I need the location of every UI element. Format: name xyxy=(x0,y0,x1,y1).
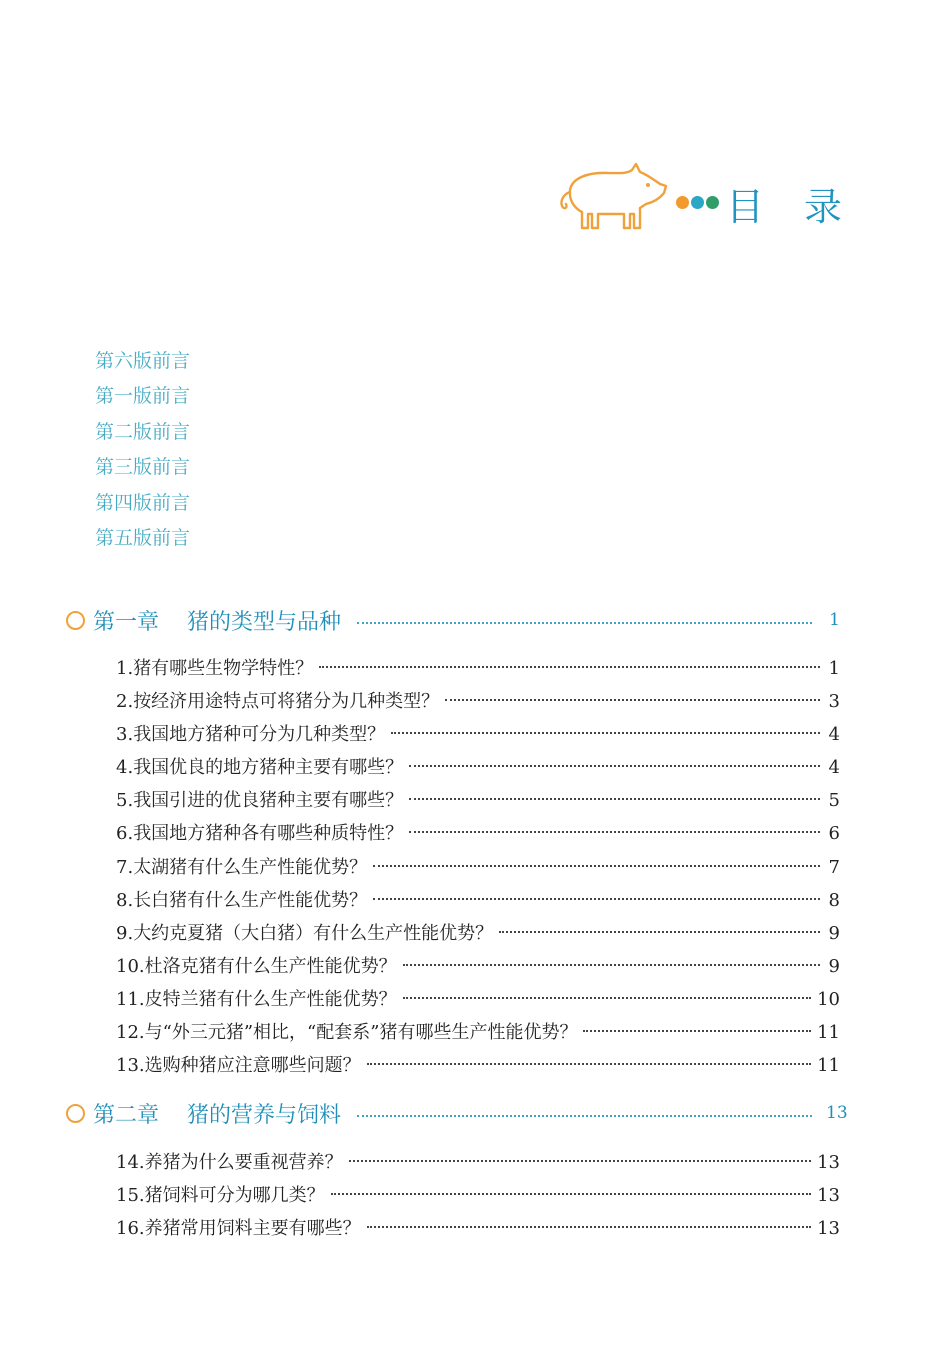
dot-leader xyxy=(409,798,820,800)
entry-page: 11 xyxy=(817,1055,840,1077)
pig-icon xyxy=(556,160,668,232)
circle-icon xyxy=(66,611,85,630)
preface-item[interactable]: 第四版前言 xyxy=(95,491,191,514)
chapter-heading[interactable] xyxy=(66,602,840,638)
toc-entry[interactable] xyxy=(116,1146,840,1179)
entry-title: 养猪常用饲料主要有哪些？ xyxy=(144,1218,361,1240)
toc-entry[interactable] xyxy=(116,884,840,917)
entry-page: 5 xyxy=(828,790,840,812)
entry-number: 8. xyxy=(116,889,134,911)
entry-number: 2. xyxy=(116,691,134,713)
entry-number: 13. xyxy=(116,1055,145,1077)
entry-title: 太湖猪有什么生产性能优势？ xyxy=(133,856,368,878)
entry-title: 养猪为什么要重视营养？ xyxy=(144,1152,343,1173)
dot-leader xyxy=(367,1063,811,1065)
chapter-entries xyxy=(116,1146,840,1245)
chapter-entries xyxy=(116,652,840,1082)
chapter-name: 猪的类型与品种 xyxy=(187,609,342,635)
entry-number: 14. xyxy=(116,1152,145,1173)
entry-title: 皮特兰猪有什么生产性能优势？ xyxy=(144,988,397,1010)
preface-item[interactable]: 第三版前言 xyxy=(95,456,191,479)
entry-page: 6 xyxy=(828,823,840,845)
dot-leader xyxy=(357,622,812,624)
entry-page: 7 xyxy=(828,856,840,878)
entry-page: 1 xyxy=(828,658,840,679)
toc-entry[interactable] xyxy=(116,1179,840,1212)
entry-page: 13 xyxy=(817,1218,840,1240)
entry-title: 我国地方猪种各有哪些种质特性？ xyxy=(133,823,404,845)
preface-item[interactable]: 第二版前言 xyxy=(95,420,191,443)
toc-entry[interactable] xyxy=(116,817,840,850)
entry-title: 猪饲料可分为哪几类？ xyxy=(144,1185,325,1207)
page-title: 目录 xyxy=(726,185,883,229)
chapter-page: 13 xyxy=(826,1103,848,1123)
dot-leader xyxy=(409,765,820,767)
entry-page: 13 xyxy=(817,1152,840,1173)
entry-title: 杜洛克猪有什么生产性能优势？ xyxy=(144,955,397,977)
toc-entry[interactable] xyxy=(116,1212,840,1245)
toc-entry[interactable] xyxy=(116,950,840,983)
dot-leader xyxy=(403,964,820,966)
preface-list xyxy=(95,344,190,556)
entry-number: 15. xyxy=(116,1185,145,1207)
dot-leader xyxy=(403,997,811,999)
entry-number: 5. xyxy=(116,790,134,812)
dot-leader xyxy=(583,1030,811,1032)
toc-entry[interactable] xyxy=(116,1016,840,1049)
dot-leader xyxy=(409,831,820,833)
title-dots xyxy=(676,196,719,210)
entry-number: 9. xyxy=(116,922,134,944)
preface-item[interactable]: 第一版前言 xyxy=(95,385,191,408)
entry-number: 1. xyxy=(116,658,134,679)
chapter-page: 1 xyxy=(829,610,840,630)
entry-page: 3 xyxy=(828,691,840,713)
entry-page: 13 xyxy=(817,1185,840,1207)
chapter-number: 第二章 xyxy=(93,1102,160,1128)
toc-entry[interactable] xyxy=(116,652,840,685)
entry-title: 我国引进的优良猪种主要有哪些？ xyxy=(133,790,404,812)
toc-entry[interactable] xyxy=(116,983,840,1016)
entry-page: 9 xyxy=(828,922,840,944)
toc-entry[interactable] xyxy=(116,917,840,950)
entry-page: 10 xyxy=(817,988,840,1010)
green-dot xyxy=(706,196,719,209)
entry-page: 9 xyxy=(828,955,840,977)
dot-leader xyxy=(349,1160,811,1162)
entry-title: 我国地方猪种可分为几种类型？ xyxy=(133,724,386,746)
blue-dot xyxy=(691,196,704,209)
preface-item[interactable]: 第五版前言 xyxy=(95,526,191,549)
entry-title: 大约克夏猪（大白猪）有什么生产性能优势？ xyxy=(133,922,494,944)
dot-leader xyxy=(373,865,820,867)
chapter-name: 猪的营养与饲料 xyxy=(187,1102,342,1128)
entry-title: 长白猪有什么生产性能优势？ xyxy=(133,889,368,911)
entry-number: 11. xyxy=(116,988,145,1010)
entry-number: 12. xyxy=(116,1022,145,1044)
chapter-number: 第一章 xyxy=(93,609,160,635)
entry-page: 4 xyxy=(828,757,840,779)
entry-number: 3. xyxy=(116,724,134,746)
entry-number: 16. xyxy=(116,1218,145,1240)
orange-dot xyxy=(676,196,689,209)
dot-leader xyxy=(373,898,820,900)
entry-title: 猪有哪些生物学特性？ xyxy=(133,658,314,679)
toc-entry[interactable] xyxy=(116,1049,840,1082)
circle-icon xyxy=(66,1104,85,1123)
entry-title: 我国优良的地方猪种主要有哪些？ xyxy=(133,757,404,779)
dot-leader xyxy=(367,1226,811,1228)
dot-leader xyxy=(319,666,820,668)
chapter-heading[interactable] xyxy=(66,1095,848,1131)
dot-leader xyxy=(357,1115,812,1117)
entry-number: 10. xyxy=(116,955,145,977)
entry-title: 选购种猪应注意哪些问题？ xyxy=(144,1055,361,1077)
entry-number: 6. xyxy=(116,823,134,845)
entry-number: 7. xyxy=(116,856,134,878)
toc-entry[interactable] xyxy=(116,751,840,784)
toc-entry[interactable] xyxy=(116,851,840,884)
preface-item[interactable]: 第六版前言 xyxy=(95,350,191,372)
dot-leader xyxy=(499,931,820,933)
dot-leader xyxy=(445,699,820,701)
entry-title: 与“外三元猪”相比，“配套系”猪有哪些生产性能优势？ xyxy=(144,1022,578,1044)
entry-page: 11 xyxy=(817,1022,840,1044)
entry-number: 4. xyxy=(116,757,134,779)
dot-leader xyxy=(391,732,820,734)
entry-page: 4 xyxy=(828,724,840,746)
entry-page: 8 xyxy=(828,889,840,911)
toc-entry[interactable] xyxy=(116,784,840,817)
dot-leader xyxy=(331,1193,811,1195)
toc-entry[interactable] xyxy=(116,685,840,718)
entry-title: 按经济用途特点可将猪分为几种类型？ xyxy=(133,691,440,713)
toc-entry[interactable] xyxy=(116,718,840,751)
